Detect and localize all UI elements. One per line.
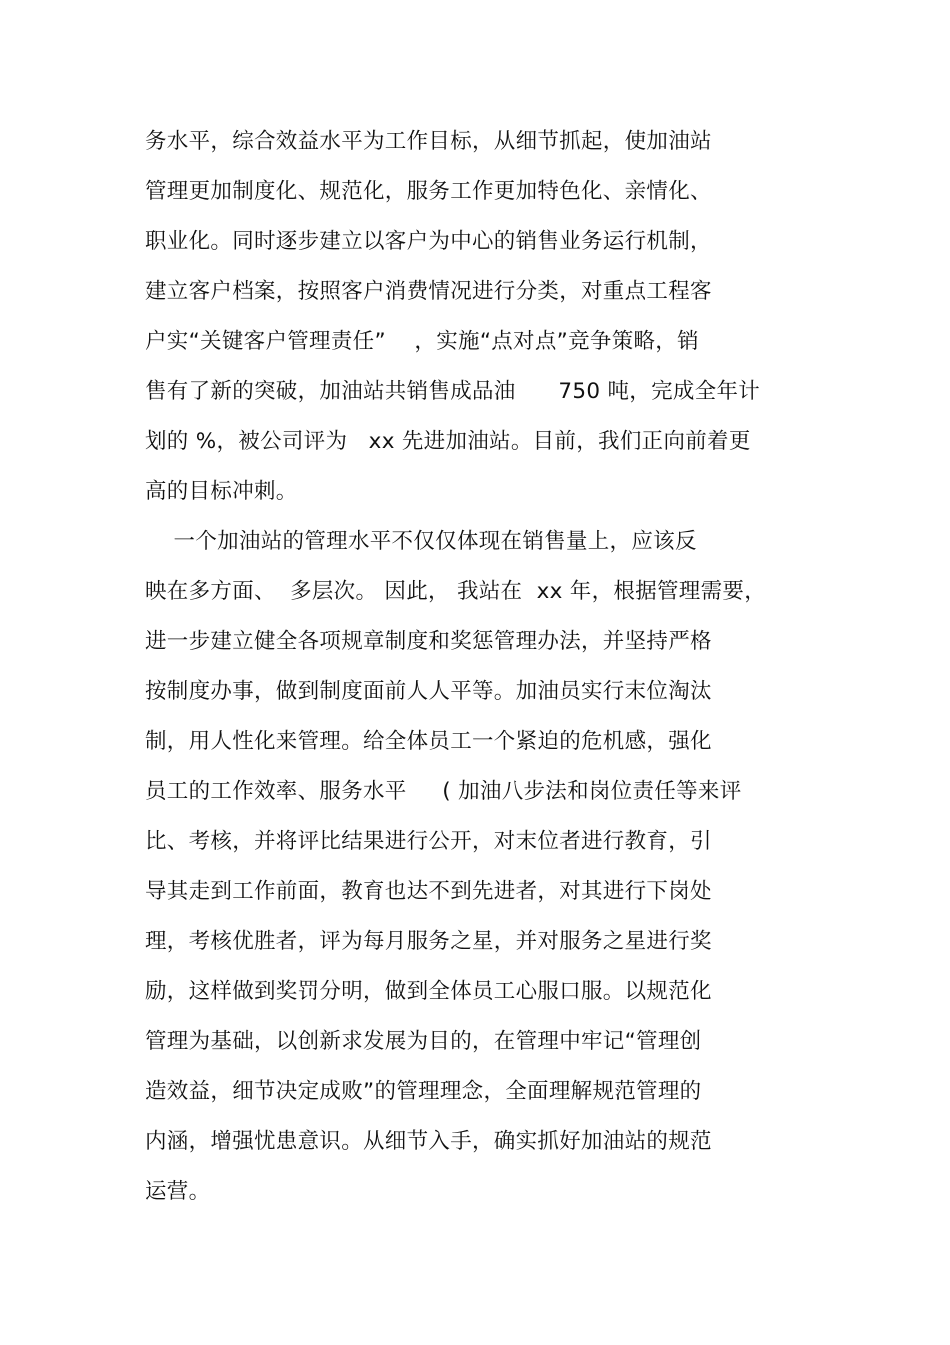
text-line: 划的 %，被公司评为 xx 先进加油站。目前，我们正向前着更 — [145, 429, 751, 454]
text-line: 励，这样做到奖罚分明，做到全体员工心服口服。以规范化 — [145, 979, 712, 1004]
text-line: 制，用人性化来管理。给全体员工一个紧迫的危机感，强化 — [145, 729, 712, 754]
text-line: 导其走到工作前面，教育也达不到先进者，对其进行下岗处 — [145, 879, 712, 904]
text-line: 员工的工作效率、服务水平 ( 加油八步法和岗位责任等来评 — [145, 779, 742, 804]
text-line: 管理更加制度化、规范化，服务工作更加特色化、亲情化、 — [145, 179, 712, 204]
text-line: 售有了新的突破，加油站共销售成品油 750 吨，完成全年计 — [145, 379, 761, 404]
text-line: 进一步建立健全各项规章制度和奖惩管理办法，并坚持严格 — [145, 629, 712, 654]
text-line: 务水平，综合效益水平为工作目标，从细节抓起，使加油站 — [145, 129, 712, 154]
text-line: 高的目标冲刺。 — [145, 479, 298, 504]
text-line: 理，考核优胜者，评为每月服务之星，并对服务之星进行奖 — [145, 929, 712, 954]
text-line: 映在多方面、 多层次。 因此， 我站在 xx 年，根据管理需要， — [145, 579, 766, 604]
text-line: 造效益，细节决定成败”的管理理念，全面理解规范管理的 — [145, 1079, 702, 1104]
text-line: 内涵，增强忧患意识。从细节入手，确实抓好加油站的规范 — [145, 1129, 712, 1154]
text-line: 按制度办事，做到制度面前人人平等。加油员实行末位淘汰 — [145, 679, 712, 704]
text-line: 一个加油站的管理水平不仅仅体现在销售量上，应该反 — [145, 529, 697, 554]
text-line: 户实“关键客户管理责任” ，实施“点对点”竞争策略，销 — [145, 329, 699, 354]
text-line: 比、考核，并将评比结果进行公开，对末位者进行教育，引 — [145, 829, 712, 854]
text-line: 管理为基础，以创新求发展为目的，在管理中牢记“管理创 — [145, 1029, 702, 1054]
text-line: 建立客户档案，按照客户消费情况进行分类，对重点工程客 — [145, 279, 712, 304]
text-line: 职业化。同时逐步建立以客户为中心的销售业务运行机制， — [145, 229, 712, 254]
text-line: 运营。 — [145, 1179, 211, 1204]
